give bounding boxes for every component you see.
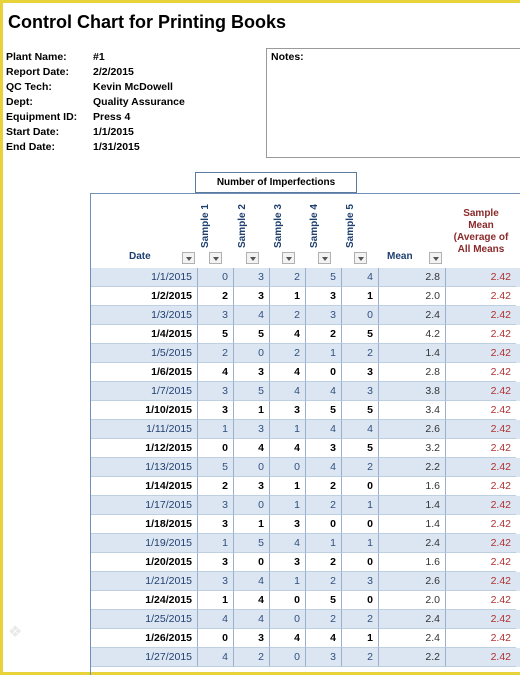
sample-cell[interactable]: 3 — [234, 268, 270, 287]
table-row — [91, 401, 520, 420]
sample-mean-cell[interactable]: 2.42 — [446, 268, 516, 287]
mean-cell[interactable]: 4.2 — [379, 325, 446, 344]
sample-cell[interactable]: 0 — [270, 610, 306, 629]
sample-cell[interactable]: 4 — [270, 439, 306, 458]
header-sample-label: Sample 4 — [309, 204, 320, 248]
date-cell[interactable]: 1/20/2015 — [91, 553, 198, 572]
sample-cell[interactable]: 5 — [234, 325, 270, 344]
sample-cell[interactable]: 0 — [198, 629, 234, 648]
info-row-start-date — [6, 125, 185, 140]
sample-cell[interactable]: 0 — [234, 553, 270, 572]
sample-mean-cell[interactable]: 2.42 — [446, 591, 516, 610]
mean-filter-dropdown-icon[interactable] — [429, 252, 442, 264]
info-value[interactable]: #1 — [93, 51, 105, 63]
sample-cell[interactable]: 4 — [198, 363, 234, 382]
sample-mean-cell[interactable]: 2.42 — [446, 382, 516, 401]
sample-cell[interactable]: 3 — [306, 439, 342, 458]
sample-cell[interactable]: 0 — [198, 439, 234, 458]
table-row — [91, 515, 520, 534]
sample-cell[interactable]: 3 — [306, 648, 342, 667]
info-row-report-date — [6, 65, 185, 80]
info-row-end-date — [6, 140, 185, 155]
info-label: Dept: — [6, 96, 33, 108]
sample-cell[interactable]: 3 — [198, 572, 234, 591]
sample-mean-cell[interactable]: 2.42 — [446, 534, 516, 553]
sample-cell[interactable]: 4 — [234, 306, 270, 325]
sample-cell[interactable]: 1 — [234, 515, 270, 534]
mean-cell[interactable]: 2.0 — [379, 591, 446, 610]
sample-cell[interactable]: 2 — [306, 496, 342, 515]
sample-cell[interactable]: 4 — [270, 325, 306, 344]
mean-cell[interactable]: 1.4 — [379, 344, 446, 363]
mean-cell[interactable]: 2.4 — [379, 610, 446, 629]
info-label: Equipment ID: — [6, 111, 78, 123]
table-row — [91, 363, 520, 382]
sample-cell[interactable]: 4 — [234, 439, 270, 458]
date-cell[interactable]: 1/5/2015 — [91, 344, 198, 363]
table-row — [91, 344, 520, 363]
header-sample-1 — [198, 194, 223, 268]
sample-cell[interactable]: 5 — [306, 591, 342, 610]
sample-cell[interactable]: 1 — [270, 420, 306, 439]
date-filter-dropdown-icon[interactable] — [182, 252, 195, 264]
sample-cell[interactable]: 3 — [342, 382, 379, 401]
sample-cell[interactable]: 4 — [234, 572, 270, 591]
sample-cell[interactable]: 3 — [342, 363, 379, 382]
sample-cell[interactable]: 3 — [198, 306, 234, 325]
mean-cell[interactable]: 2.4 — [379, 629, 446, 648]
mean-cell[interactable]: 2.2 — [379, 458, 446, 477]
date-cell[interactable]: 1/27/2015 — [91, 648, 198, 667]
table-header — [91, 194, 520, 268]
sample-cell[interactable]: 0 — [306, 515, 342, 534]
header-mean — [379, 194, 446, 268]
table-row — [91, 477, 520, 496]
sample-mean-cell[interactable]: 2.42 — [446, 344, 516, 363]
sample-cell[interactable]: 2 — [306, 572, 342, 591]
table-row — [91, 420, 520, 439]
info-value[interactable]: Kevin McDowell — [93, 81, 173, 93]
info-label: Report Date: — [6, 66, 70, 78]
mean-cell[interactable]: 1.4 — [379, 515, 446, 534]
imperfections-group-header: Number of Imperfections — [195, 172, 357, 193]
mean-cell[interactable]: 2.4 — [379, 534, 446, 553]
header-sample-5 — [343, 194, 368, 268]
table-row — [91, 534, 520, 553]
sample-cell[interactable]: 1 — [270, 572, 306, 591]
sample-cell[interactable]: 0 — [342, 477, 379, 496]
sample-cell[interactable]: 3 — [198, 401, 234, 420]
sample-mean-cell[interactable]: 2.42 — [446, 515, 516, 534]
date-cell[interactable]: 1/3/2015 — [91, 306, 198, 325]
sample-cell[interactable]: 5 — [234, 534, 270, 553]
report-info — [6, 50, 185, 155]
sample-cell[interactable]: 3 — [198, 515, 234, 534]
sample-cell[interactable]: 5 — [342, 325, 379, 344]
sample-cell[interactable]: 3 — [270, 553, 306, 572]
sample-mean-cell[interactable]: 2.42 — [446, 629, 516, 648]
sample-cell[interactable]: 3 — [270, 515, 306, 534]
sample-1-filter-dropdown-icon[interactable] — [209, 252, 222, 264]
info-value[interactable]: 1/1/2015 — [93, 126, 134, 138]
header-date — [91, 194, 198, 268]
sample-cell[interactable]: 5 — [234, 382, 270, 401]
mean-cell[interactable]: 1.4 — [379, 496, 446, 515]
sample-cell[interactable]: 4 — [234, 591, 270, 610]
header-sample-4 — [307, 194, 332, 268]
date-cell[interactable]: 1/19/2015 — [91, 534, 198, 553]
sample-cell[interactable]: 2 — [198, 287, 234, 306]
sample-cell[interactable]: 0 — [342, 306, 379, 325]
sample-mean-cell[interactable]: 2.42 — [446, 572, 516, 591]
header-sample-mean — [446, 194, 520, 268]
sample-mean-cell[interactable]: 2.42 — [446, 439, 516, 458]
mean-cell[interactable]: 1.6 — [379, 553, 446, 572]
info-value[interactable]: 1/31/2015 — [93, 141, 140, 153]
mean-cell[interactable]: 3.8 — [379, 382, 446, 401]
table-row — [91, 572, 520, 591]
table-row — [91, 648, 520, 667]
sample-cell[interactable]: 4 — [270, 382, 306, 401]
table-body — [91, 268, 520, 667]
sample-cell[interactable]: 3 — [306, 287, 342, 306]
sample-cell[interactable]: 1 — [270, 477, 306, 496]
table-row — [91, 610, 520, 629]
date-cell[interactable]: 1/21/2015 — [91, 572, 198, 591]
notes-box[interactable] — [266, 48, 520, 158]
sample-cell[interactable]: 1 — [270, 287, 306, 306]
sample-cell[interactable]: 0 — [234, 496, 270, 515]
table-row — [91, 458, 520, 477]
mean-cell[interactable]: 2.6 — [379, 420, 446, 439]
table-row — [91, 268, 520, 287]
sample-cell[interactable]: 4 — [306, 382, 342, 401]
notes-label: Notes: — [271, 51, 304, 63]
header-sample-label: Sample 2 — [237, 204, 248, 248]
sample-3-filter-dropdown-icon[interactable] — [282, 252, 295, 264]
sample-cell[interactable]: 5 — [342, 439, 379, 458]
sample-cell[interactable]: 4 — [234, 610, 270, 629]
info-value[interactable]: 2/2/2015 — [93, 66, 134, 78]
date-cell[interactable]: 1/14/2015 — [91, 477, 198, 496]
sample-cell[interactable]: 0 — [342, 591, 379, 610]
info-row-plant — [6, 50, 185, 65]
sample-cell[interactable]: 3 — [306, 306, 342, 325]
sample-mean-cell[interactable]: 2.42 — [446, 287, 516, 306]
table-row — [91, 382, 520, 401]
sample-cell[interactable]: 4 — [306, 420, 342, 439]
table-row — [91, 496, 520, 515]
table-row — [91, 553, 520, 572]
mean-cell[interactable]: 2.0 — [379, 287, 446, 306]
table-row — [91, 287, 520, 306]
sample-cell[interactable]: 3 — [234, 287, 270, 306]
table-row — [91, 629, 520, 648]
sample-cell[interactable]: 3 — [234, 363, 270, 382]
sample-cell[interactable]: 2 — [306, 325, 342, 344]
info-row-dept — [6, 95, 185, 110]
header-sample-label: Sample 3 — [273, 204, 284, 248]
header-sample-label: Sample 5 — [345, 204, 356, 248]
date-cell[interactable]: 1/1/2015 — [91, 268, 198, 287]
sample-cell[interactable]: 4 — [306, 458, 342, 477]
sample-cell[interactable]: 1 — [198, 591, 234, 610]
sample-cell[interactable]: 0 — [342, 515, 379, 534]
date-cell[interactable]: 1/6/2015 — [91, 363, 198, 382]
sample-cell[interactable]: 4 — [342, 420, 379, 439]
sample-mean-cell[interactable]: 2.42 — [446, 325, 516, 344]
sample-cell[interactable]: 4 — [270, 363, 306, 382]
info-label: QC Tech: — [6, 81, 52, 93]
sample-cell[interactable]: 1 — [342, 534, 379, 553]
page-title: Control Chart for Printing Books — [8, 12, 286, 32]
sample-cell[interactable]: 4 — [198, 610, 234, 629]
sample-mean-cell[interactable]: 2.42 — [446, 401, 516, 420]
sample-cell[interactable]: 1 — [342, 629, 379, 648]
sample-cell[interactable]: 3 — [198, 382, 234, 401]
date-cell[interactable]: 1/17/2015 — [91, 496, 198, 515]
table-row — [91, 439, 520, 458]
header-sample-2 — [235, 194, 260, 268]
sample-mean-cell[interactable]: 2.42 — [446, 363, 516, 382]
sample-cell[interactable]: 2 — [234, 648, 270, 667]
info-label: End Date: — [6, 141, 56, 153]
table-row — [91, 591, 520, 610]
sample-cell[interactable]: 4 — [342, 268, 379, 287]
sample-2-filter-dropdown-icon[interactable] — [246, 252, 259, 264]
date-cell[interactable]: 1/25/2015 — [91, 610, 198, 629]
sample-cell[interactable]: 4 — [270, 629, 306, 648]
mean-cell[interactable]: 3.4 — [379, 401, 446, 420]
sample-cell[interactable]: 5 — [198, 325, 234, 344]
header-mean-label: Mean — [387, 251, 413, 262]
header-date-label: Date — [129, 251, 151, 262]
header-sample-label: Sample 1 — [200, 204, 211, 248]
sample-cell[interactable]: 0 — [270, 591, 306, 610]
date-cell[interactable]: 1/11/2015 — [91, 420, 198, 439]
sample-cell[interactable]: 2 — [342, 610, 379, 629]
sample-cell[interactable]: 1 — [342, 287, 379, 306]
mean-cell[interactable]: 2.2 — [379, 648, 446, 667]
sample-mean-cell[interactable]: 2.42 — [446, 306, 516, 325]
sample-cell[interactable]: 0 — [234, 458, 270, 477]
date-cell[interactable]: 1/26/2015 — [91, 629, 198, 648]
sample-mean-cell[interactable]: 2.42 — [446, 420, 516, 439]
sample-cell[interactable]: 3 — [270, 401, 306, 420]
mean-cell[interactable]: 2.8 — [379, 363, 446, 382]
sample-cell[interactable]: 1 — [198, 534, 234, 553]
sample-cell[interactable]: 1 — [234, 401, 270, 420]
sample-cell[interactable]: 3 — [234, 629, 270, 648]
sample-mean-cell[interactable]: 2.42 — [446, 496, 516, 515]
sample-mean-cell[interactable]: 2.42 — [446, 553, 516, 572]
sample-cell[interactable]: 4 — [306, 629, 342, 648]
sample-cell[interactable]: 2 — [270, 268, 306, 287]
header-sample-mean-label: Sample Mean (Average of All Means — [453, 208, 509, 255]
sample-cell[interactable]: 0 — [198, 268, 234, 287]
sample-cell[interactable]: 2 — [306, 477, 342, 496]
sample-cell[interactable]: 1 — [198, 420, 234, 439]
date-cell[interactable]: 1/24/2015 — [91, 591, 198, 610]
sample-cell[interactable]: 3 — [198, 553, 234, 572]
sample-cell[interactable]: 1 — [306, 344, 342, 363]
date-cell[interactable]: 1/4/2015 — [91, 325, 198, 344]
sample-cell[interactable]: 1 — [342, 496, 379, 515]
date-cell[interactable]: 1/18/2015 — [91, 515, 198, 534]
sample-cell[interactable]: 1 — [270, 496, 306, 515]
mean-cell[interactable]: 2.4 — [379, 306, 446, 325]
table-row — [91, 325, 520, 344]
sample-cell[interactable]: 3 — [198, 496, 234, 515]
sample-cell[interactable]: 0 — [270, 458, 306, 477]
info-value[interactable]: Quality Assurance — [93, 96, 185, 108]
sample-cell[interactable]: 5 — [306, 401, 342, 420]
sample-cell[interactable]: 3 — [342, 572, 379, 591]
mean-cell[interactable]: 3.2 — [379, 439, 446, 458]
sample-4-filter-dropdown-icon[interactable] — [318, 252, 331, 264]
sample-cell[interactable]: 0 — [306, 363, 342, 382]
sample-cell[interactable]: 4 — [198, 648, 234, 667]
sample-mean-cell[interactable]: 2.42 — [446, 610, 516, 629]
info-label: Start Date: — [6, 126, 60, 138]
sample-cell[interactable]: 0 — [234, 344, 270, 363]
sample-cell[interactable]: 2 — [270, 306, 306, 325]
sample-cell[interactable]: 2 — [342, 344, 379, 363]
sample-cell[interactable]: 2 — [342, 648, 379, 667]
sample-cell[interactable]: 3 — [234, 477, 270, 496]
sample-cell[interactable]: 2 — [198, 477, 234, 496]
date-cell[interactable]: 1/13/2015 — [91, 458, 198, 477]
sample-cell[interactable]: 3 — [234, 420, 270, 439]
sample-cell[interactable]: 0 — [270, 648, 306, 667]
sample-cell[interactable]: 2 — [306, 553, 342, 572]
info-label: Plant Name: — [6, 51, 67, 63]
watermark-logo: ❖ — [8, 622, 23, 641]
sample-cell[interactable]: 4 — [270, 534, 306, 553]
date-cell[interactable]: 1/7/2015 — [91, 382, 198, 401]
sample-cell[interactable]: 5 — [198, 458, 234, 477]
table-row — [91, 306, 520, 325]
mean-cell[interactable]: 1.6 — [379, 477, 446, 496]
sample-cell[interactable]: 0 — [342, 553, 379, 572]
sample-mean-cell[interactable]: 2.42 — [446, 458, 516, 477]
sample-cell[interactable]: 2 — [270, 344, 306, 363]
sample-5-filter-dropdown-icon[interactable] — [354, 252, 367, 264]
sample-cell[interactable]: 1 — [306, 534, 342, 553]
mean-cell[interactable]: 2.6 — [379, 572, 446, 591]
sample-cell[interactable]: 2 — [306, 610, 342, 629]
date-cell[interactable]: 1/2/2015 — [91, 287, 198, 306]
header-sample-3 — [271, 194, 296, 268]
sample-cell[interactable]: 2 — [198, 344, 234, 363]
date-cell[interactable]: 1/12/2015 — [91, 439, 198, 458]
sample-cell[interactable]: 5 — [306, 268, 342, 287]
sample-cell[interactable]: 5 — [342, 401, 379, 420]
info-row-qc-tech — [6, 80, 185, 95]
date-cell[interactable]: 1/10/2015 — [91, 401, 198, 420]
info-row-equipment — [6, 110, 185, 125]
sample-mean-cell[interactable]: 2.42 — [446, 477, 516, 496]
info-value[interactable]: Press 4 — [93, 111, 131, 123]
mean-cell[interactable]: 2.8 — [379, 268, 446, 287]
sample-mean-cell[interactable]: 2.42 — [446, 648, 516, 667]
sample-cell[interactable]: 2 — [342, 458, 379, 477]
data-table — [90, 193, 520, 675]
